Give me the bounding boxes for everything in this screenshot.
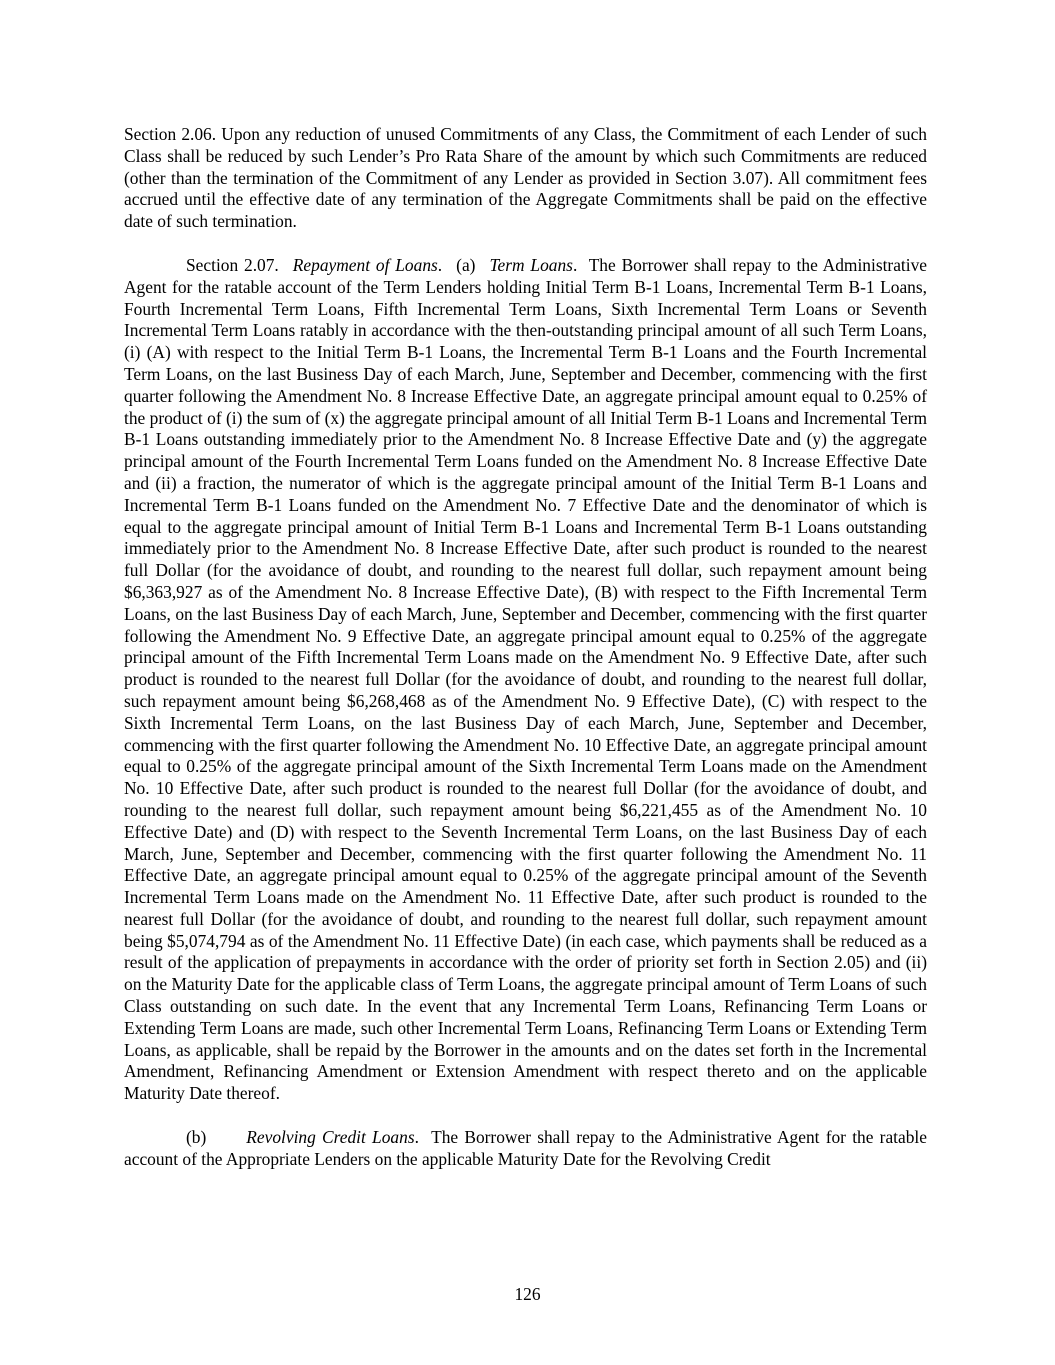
section-2-06-paragraph — [124, 124, 927, 233]
subsection-b-text: The Borrower shall repay to the Administrative Agent for the ratable account of the Appropriate Lenders on the applicable Maturity Date for the Revolving Credit — [124, 1127, 927, 1169]
subsection-a-label: (a) — [456, 254, 476, 275]
section-2-07-text: The Borrower shall repay to the Administrative Agent for the ratable account of the Term Lenders holding Initial Term B-1 Loans, Incremental Term B-1 Loans, Fourth Incremental Term Loans, Fifth Incremental Term Loans, Sixth Incremental Term Loans or Seventh Incremental Term Loans ratably in accordance with the then-outstanding principal amount of all such Term Loans, (i) (A) with respect to the Initial Term B-1 Loans, the Incremental Term B-1 Loans and the Fourth Incremental Term Loans, on the last Business Day of each March, June, September and December, commencing with the first quarter following the Amendment No. 8 Increase Effective Date, an aggregate principal amount equal to 0.25% of the product of (i) the sum of (x) the aggregate principal amount of all Initial Term B-1 Loans and Incremental Term B-1 Loans outstanding immediately prior to the Amendment No. 8 Increase Effective Date and (y) the aggregate principal amount of the Fourth Incremental Term Loans funded on the Amendment No. 8 Increase Effective Date and (ii) a fraction, the numerator of which is the aggregate principal amount of the Initial Term B-1 Loans and Incremental Term B-1 Loans funded on the Amendment No. 7 Effective Date and the denominator of which is equal to the aggregate principal amount of Initial Term B-1 Loans and Incremental Term B-1 Loans outstanding immediately prior to the Amendment No. 8 Increase Effective Date, after such product is rounded to the nearest full Dollar (for the avoidance of doubt, and rounding to the nearest full dollar, such repayment amount being $6,363,927 as of the Amendment No. 8 Increase Effective Date), (B) with respect to the Fifth Incremental Term Loans, on the last Business Day of each March, June, September and December, commencing with the first quarter following the Amendment No. 9 Effective Date, an aggregate principal amount equal to 0.25% of the aggregate principal amount of the Fifth Incremental Term Loans made on the Amendment No. 9 Effective Date, after such product is rounded to the nearest full Dollar (for the avoidance of doubt, and rounding to the nearest full dollar, such repayment amount being $6,268,468 as of the Amendment No. 9 Effective Date), (C) with respect to the Sixth Incremental Term Loans, on the last Business Day of each March, June, September and December, commencing with the first quarter following the Amendment No. 10 Effective Date, an aggregate principal amount equal to 0.25% of the aggregate principal amount of the Sixth Incremental Term Loans made on the Amendment No. 10 Effective Date, after such product is rounded to the nearest full Dollar (for the avoidance of doubt, and rounding to the nearest full dollar, such repayment amount being $6,221,455 as of the Amendment No. 10 Effective Date) and (D) with respect to the Seventh Incremental Term Loans, on the last Business Day of each March, June, September and December, commencing with the first quarter following the Amendment No. 11 Effective Date, an aggregate principal amount equal to 0.25% of the aggregate principal amount of the Seventh Incremental Term Loans made on the Amendment No. 11 Effective Date, after such product is rounded to the nearest full Dollar (for the avoidance of doubt, and rounding to the nearest full dollar, such repayment amount being $5,074,794 as of the Amendment No. 11 Effective Date) (in each case, which payments shall be reduced as a result of the application of prepayments in accordance with the order of priority set forth in Section 2.05) and (ii) on the Maturity Date for the applicable class of Term Loans, the aggregate principal amount of Term Loans of such Class outstanding on such date. In the event that any Incremental Term Loans, Refinancing Term Loans or Extending Term Loans are made, such other Incremental Term Loans, Refinancing Term Loans or Extending Term Loans, as applicable, shall be repaid by the Borrower in the amounts and on the dates set forth in the Incremental Amendment, Refinancing Amendment or Extension Amendment with respect thereto and on the applicable Maturity Date thereof. — [124, 254, 928, 1104]
section-2-07-paragraph: Section 2.07. Repayment of Loans. (a) Term Loans. The Borrower shall repay to the Administrative Agent for the ratable account of the Term Lenders holding Initial Term B-1 Loans, Incremental Term B-1 Loans, Fourth Incremental Term Loans, Fifth Incremental Term Loans, Sixth Incremental Term Loans or Seventh Incremental Term Loans ratably in accordance with the then-outstanding principal amount of all such Term Loans, (i) (A) with respect to the Initial Term B-1 Loans, the Incremental Term B-1 Loans and the Fourth Incremental Term Loans, on the last Business Day of each March, June, September and December, commencing with the first quarter following the Amendment No. 8 Increase Effective Date, an aggregate principal amount equal to 0.25% of the product of (i) the sum of (x) the aggregate principal amount of all Initial Term B-1 Loans and Incremental Term B-1 Loans outstanding immediately prior to the Amendment No. 8 Increase Effective Date and (y) the aggregate principal amount of the Fourth Incremental Term Loans funded on the Amendment No. 8 Increase Effective Date and (ii) a fraction, the numerator of which is the aggregate principal amount of the Initial Term B-1 Loans and Incremental Term B-1 Loans funded on the Amendment No. 7 Effective Date and the denominator of which is equal to the aggregate principal amount of Initial Term B-1 Loans and Incremental Term B-1 Loans outstanding immediately prior to the Amendment No. 8 Increase Effective Date, after such product is rounded to the nearest full Dollar (for the avoidance of doubt, and rounding to the nearest full dollar, such repayment amount being $6,363,927 as of the Amendment No. 8 Increase Effective Date), (B) with respect to the Fifth Incremental Term Loans, on the last Business Day of each March, June, September and December, commencing with the first quarter following the Amendment No. 9 Effective Date, an aggregate principal amount equal to 0.25% of the aggregate principal amount of the Fifth Incremental Term Loans made on the Amendment No. 9 Effective Date, after such product is rounded to the nearest full Dollar (for the avoidance of doubt, and rounding to the nearest full dollar, such repayment amount being $6,268,468 as of the Amendment No. 9 Effective Date), (C) with respect to the Sixth Incremental Term Loans, on the last Business Day of each March, June, September and December, commencing with the first quarter following the Amendment No. 10 Effective Date, an aggregate principal amount equal to 0.25% of the aggregate principal amount of the Sixth Incremental Term Loans made on the Amendment No. 10 Effective Date, after such product is rounded to the nearest full Dollar (for the avoidance of doubt, and rounding to the nearest full dollar, such repayment amount being $6,221,455 as of the Amendment No. 10 Effective Date) and (D) with respect to the Seventh Incremental Term Loans, on the last Business Day of each March, June, September and December, commencing with the first quarter following the Amendment No. 11 Effective Date, an aggregate principal amount equal to 0.25% of the aggregate principal amount of the Seventh Incremental Term Loans made on the Amendment No. 11 Effective Date, after such product is rounded to the nearest full Dollar (for the avoidance of doubt, and rounding to the nearest full dollar, such repayment amount being $5,074,794 as of the Amendment No. 11 Effective Date) (in each case, which payments shall be reduced as a result of the application of prepayments in accordance with the order of priority set forth in Section 2.05) and (ii) on the Maturity Date for the applicable class of Term Loans, the aggregate principal amount of Term Loans of such Class outstanding on such date. In the event that any Incremental Term Loans, Refinancing Term Loans or Extending Term Loans are made, such other Incremental Term Loans, Refinancing Term Loans or Extending Term Loans, as applicable, shall be repaid by the Borrower in the amounts and on the dates set forth in the Incremental Amendment, Refinancing Amendment or Extension Amendment with respect thereto and on the applicable Maturity Date thereof. — [124, 254, 928, 1104]
subsection-b-title: Revolving Credit Loans — [246, 1127, 415, 1148]
subsection-a-title: Term Loans — [489, 254, 573, 275]
document-body — [124, 124, 927, 1171]
section-2-07-title: Repayment of Loans — [292, 254, 438, 275]
page-number: 126 — [514, 1284, 541, 1304]
subsection-b-label: (b) — [186, 1127, 207, 1148]
section-2-07-number: Section 2.07. — [186, 254, 279, 275]
subsection-b-paragraph: (b) Revolving Credit Loans. The Borrower shall repay to the Administrative Agent for the ratable account of the Appropriate Lenders on the applicable Maturity Date for the Revolving Credit — [124, 1127, 927, 1169]
section-2-06-text: Section 2.06. Upon any reduction of unused Commitments of any Class, the Commitment of each Lender of such Class shall be reduced by such Lender’s Pro Rata Share of the amount by which such Commitments are reduced (other than the termination of the Commitment of any Lender as provided in Section 3.07). All commitment fees accrued until the effective date of any termination of the Aggregate Commitments shall be paid on the effective date of such termination. — [124, 124, 927, 232]
